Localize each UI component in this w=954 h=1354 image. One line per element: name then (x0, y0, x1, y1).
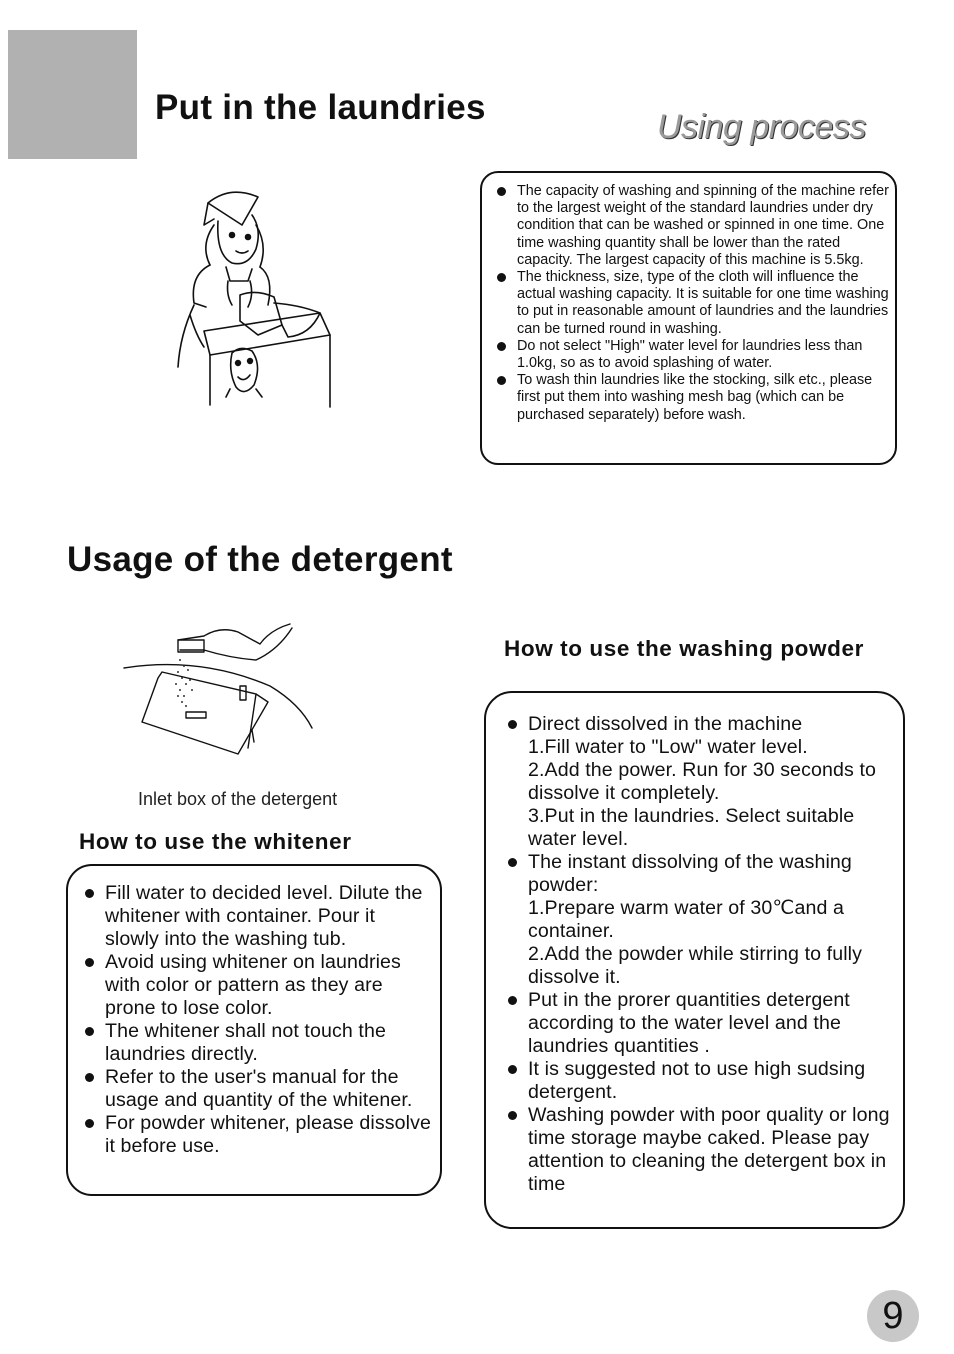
section-label: Using process (657, 108, 866, 146)
page-title: Put in the laundries (155, 88, 486, 127)
whitener-box (66, 864, 442, 1196)
powder-item: Put in the prorer quantities detergent according to the water level and the laundries quantities . (506, 989, 899, 1058)
washing-powder-list (506, 713, 899, 1196)
whitener-item: Fill water to decided level. Dilute the whitener with container. Pour it slowly into the washing tub. (83, 882, 434, 951)
laundry-note: The thickness, size, type of the cloth will influence the actual washing capacity. It is suitable for one time washing to put in reasonable amount of laundries and the laundries can be turned round in washing. (495, 269, 891, 338)
washing-powder-heading: How to use the washing powder (504, 636, 864, 661)
whitener-heading: How to use the whitener (79, 829, 352, 854)
laundry-notes-list (495, 183, 891, 424)
powder-sub-step: 1.Prepare warm water of 30℃and a container. (528, 897, 845, 942)
page-number-badge: 9 (867, 1290, 919, 1342)
whitener-item: The whitener shall not touch the laundries directly. (83, 1020, 434, 1066)
powder-item: Direct dissolved in the machine 1.Fill water to "Low" water level. 2.Add the power. Run for 30 seconds to dissolve it completely. 3.Put in the laundries. Select suitable water level. (506, 713, 899, 851)
powder-sub-step: 3.Put in the laundries. Select suitable water level. (528, 805, 855, 850)
laundry-note: The capacity of washing and spinning of the machine refer to the largest weight of the standard laundries under dry condition that can be washed or spinned in one time. One time washing quantity shall be lower than the rated capacity. The largest capacity of this machine is 5.5kg. (495, 183, 891, 269)
powder-sub-step: 2.Add the powder while stirring to fully dissolve it. (528, 943, 862, 988)
woman-loading-washer-illustration (170, 185, 335, 410)
washing-powder-box (484, 691, 905, 1229)
laundry-notes-box (480, 171, 897, 465)
detergent-section-title: Usage of the detergent (67, 540, 453, 579)
laundry-note: Do not select "High" water level for laundries less than 1.0kg, so as to avoid splashing of water. (495, 338, 891, 372)
section-marker-block (8, 30, 137, 159)
whitener-item: Avoid using whitener on laundries with color or pattern as they are prone to lose color. (83, 951, 434, 1020)
powder-item: The instant dissolving of the washing powder: 1.Prepare warm water of 30℃and a container. 2.Add the powder while stirring to fully dissolve it. (506, 851, 899, 989)
inlet-box-caption: Inlet box of the detergent (138, 789, 338, 809)
whitener-item: For powder whitener, please dissolve it before use. (83, 1112, 434, 1158)
powder-sub-step: 2.Add the power. Run for 30 seconds to dissolve it completely. (528, 759, 877, 804)
detergent-inlet-box-illustration (120, 620, 320, 760)
laundry-note: To wash thin laundries like the stocking, silk etc., please first put them into washing mesh bag (which can be purchased separately) before wash. (495, 372, 891, 424)
powder-item: Washing powder with poor quality or long time storage maybe caked. Please pay attention to cleaning the detergent box in time (506, 1104, 899, 1196)
whitener-list (83, 882, 434, 1158)
powder-item: It is suggested not to use high sudsing detergent. (506, 1058, 899, 1104)
whitener-item: Refer to the user's manual for the usage and quantity of the whitener. (83, 1066, 434, 1112)
powder-sub-step: 1.Fill water to "Low" water level. (528, 736, 808, 758)
